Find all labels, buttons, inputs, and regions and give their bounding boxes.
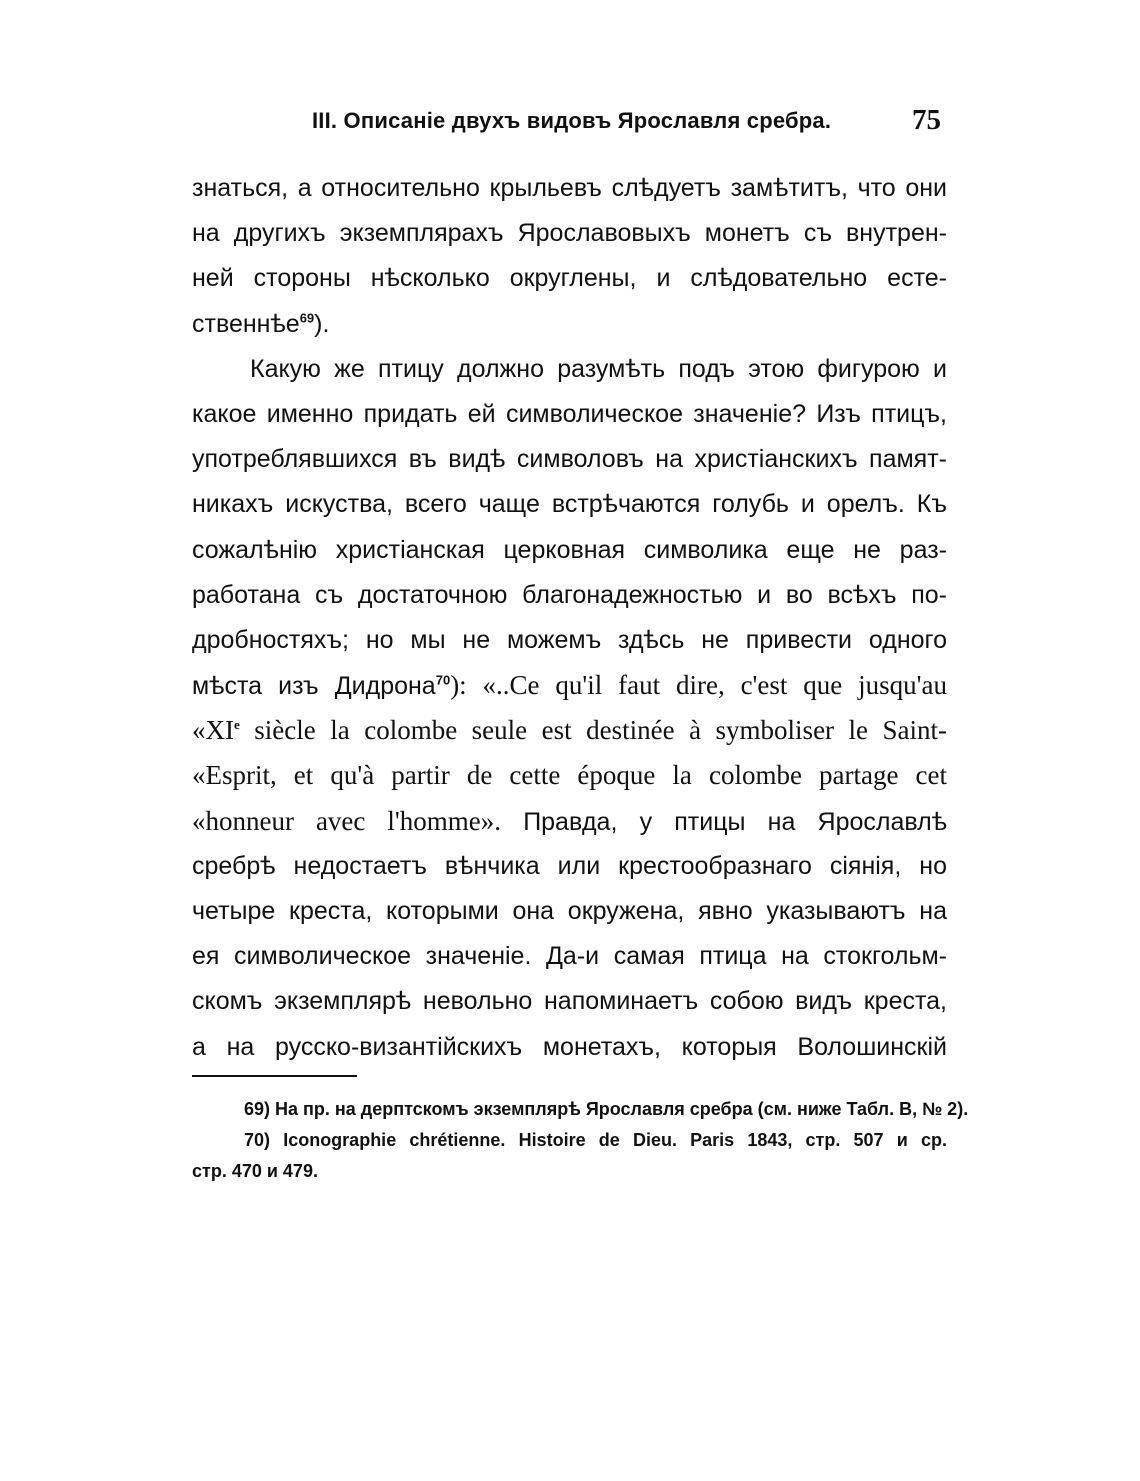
- text-line: ней стороны нѣсколько округлены, и слѣдовательно есте-: [192, 264, 947, 293]
- text-fragment: мѣста изъ Дидрона: [192, 672, 436, 701]
- text-fragment: ственнѣе: [192, 309, 300, 338]
- footnote-69: 69) На пр. на дерптскомъ экземплярѣ Ярославля сребра (см. ниже Табл. В, № 2).: [244, 1099, 969, 1119]
- quote-line: «Esprit, et qu'à partir de cette époque la colombe partage cet: [192, 760, 947, 791]
- text-line: четыре креста, которыми она окружена, явно указываютъ на: [192, 897, 947, 925]
- quote-line: [192, 708, 947, 753]
- quote-fragment: «honneur avec l'homme».: [192, 805, 501, 836]
- text-line: [192, 302, 947, 347]
- quote-fragment: «XI: [192, 715, 234, 746]
- quote-fragment: ): «..Ce qu'il faut dire, c'est que jusqu'au: [450, 670, 947, 701]
- main-text: [192, 166, 947, 1070]
- footnotes: [192, 1094, 969, 1187]
- quote-fragment: siècle la colombe seule est destinée à symboliser le Saint-: [254, 715, 948, 746]
- text-line: [192, 799, 947, 844]
- paragraph-start: Какую же птицу должно разумѣть подъ этою фигурою и: [250, 354, 947, 383]
- text-line: знаться, а относительно крыльевъ слѣдуетъ замѣтитъ, что они: [192, 174, 947, 202]
- text-line: сребрѣ недостаетъ вѣнчика или крестообразнаго сіянія, но: [192, 851, 947, 880]
- running-header: [192, 104, 947, 148]
- chapter-heading: III. Описаніе двухъ видовъ Ярославля сребра.: [312, 108, 832, 133]
- text-line: на другихъ экземплярахъ Ярославовыхъ монетъ съ внутрен-: [192, 219, 947, 248]
- footnote-ref-69: 69: [299, 310, 315, 326]
- text-line: никахъ искуства, всего чаще встрѣчаются голубь и орелъ. Къ: [192, 490, 947, 519]
- text-line: какое именно придать ей символическое значеніе? Изъ птицъ,: [192, 399, 947, 428]
- text-line: [192, 663, 947, 708]
- superscript: e: [234, 717, 240, 733]
- page-number: 75: [912, 104, 941, 136]
- footnote-divider: [192, 1075, 357, 1077]
- footnote-ref-70: 70: [435, 672, 451, 688]
- text-fragment: ).: [314, 309, 330, 338]
- text-fragment: Правда, у птицы на Ярославлѣ: [523, 807, 948, 836]
- text-line: сожалѣнію христіанская церковная символика еще не раз-: [192, 535, 947, 564]
- text-line: скомъ экземплярѣ невольно напоминаетъ собою видъ креста,: [192, 987, 947, 1016]
- text-line: употреблявшихся въ видѣ символовъ на христіанскихъ памят-: [192, 445, 947, 474]
- footnote-70: 70) Iconographie chrétienne. Histoire de Dieu. Paris 1843, стр. 507 и ср.: [244, 1130, 947, 1150]
- footnote-70-cont: стр. 470 и 479.: [192, 1161, 318, 1181]
- text-line: ея символическое значеніе. Да-и самая птица на стокгольм-: [192, 942, 947, 971]
- text-line: а на русско-византійскихъ монетахъ, которыя Волошинскій: [192, 1032, 947, 1061]
- text-line: дробностяхъ; но мы не можемъ здѣсь не привести одного: [192, 625, 947, 654]
- text-line: работана съ достаточною благонадежностью и во всѣхъ по-: [192, 580, 947, 609]
